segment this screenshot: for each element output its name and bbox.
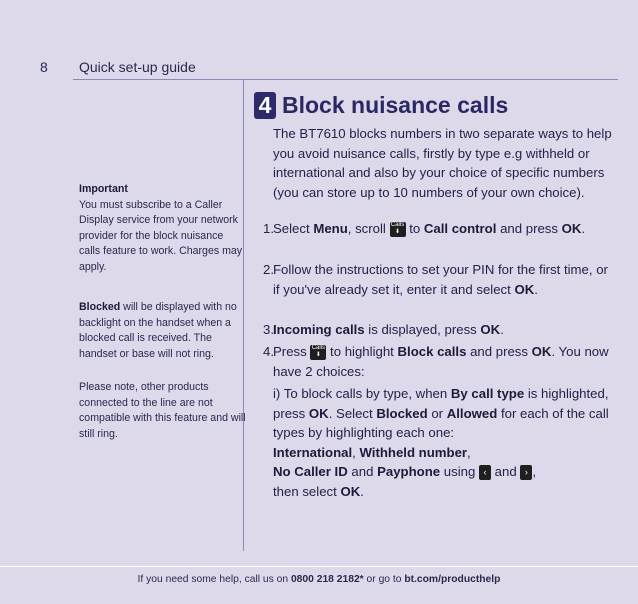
help-phone: 0800 218 2182* [290,574,364,585]
step-number: 1. [263,221,274,236]
incoming-calls-label: Incoming calls [273,322,365,337]
page-number: 8 [40,59,48,75]
help-url[interactable]: bt.com/producthelp [404,574,501,585]
right-key-icon: › [520,465,532,480]
blocked-note [79,300,247,362]
step-number: 2. [263,262,274,277]
important-note [79,182,247,275]
calls-key-icon: Calls ⬇ [311,345,326,359]
compatibility-note [79,380,247,442]
step-number: 4. [263,344,274,359]
important-text: You must subscribe to a Caller Display service from your network provider for the block nuisance calls feature to work. Charges may apply. [79,198,243,273]
call-control-label: Call control [423,221,497,236]
note-text: Please note, other products connected to the line are not compatible with this feature and will still ring. [79,381,246,440]
left-key-icon: ‹ [479,465,491,480]
calls-key-icon: Calls ⬇ [390,222,405,236]
important-heading: Important [79,183,128,195]
step-2: 2. Follow the instructions to set your PIN for the first time, or if you've already set it, enter it and select OK. [252,260,618,299]
section-number-badge: 4 [254,92,276,119]
intro-paragraph: The BT7610 blocks numbers in two separate ways to help you avoid nuisance calls, firstly by type e.g withheld or international and also by your choice of specific numbers (you can store up to 10 numbers of your own choice). [273,126,612,200]
menu-label: Menu [313,221,348,236]
step-3: 3. Incoming calls is displayed, press OK. [252,320,618,340]
step-1: 1. Select Menu, scroll Calls ⬇ to Call control and press OK. [252,219,618,239]
footer-rule [0,566,638,567]
blocked-word: Blocked [79,301,121,313]
choice-i: i) To block calls by type, when By call type is highlighted, press OK. Select Blocked or Allowed for each of the call types by highlighting each one: International, Withheld number, No Caller ID and Payphone using ‹ and › , then select OK. [273,386,609,499]
section-title: Block nuisance calls [282,91,509,118]
blocked-text: will be displayed with no backlight on the handset when a blocked call is received. The handset or base will not ring. [79,301,237,360]
block-calls-label: Block calls [397,344,467,359]
header-rule [73,79,618,80]
footer-help-line: If you need some help, call us on 0800 218 2182* or go to bt.com/producthelp [137,574,501,585]
step-number: 3. [263,322,274,337]
guide-title: Quick set-up guide [79,59,196,75]
step-4: 4. Press Calls ⬇ to highlight Block calls and press OK. You now have 2 choices: [252,342,618,381]
section-heading [254,90,508,120]
